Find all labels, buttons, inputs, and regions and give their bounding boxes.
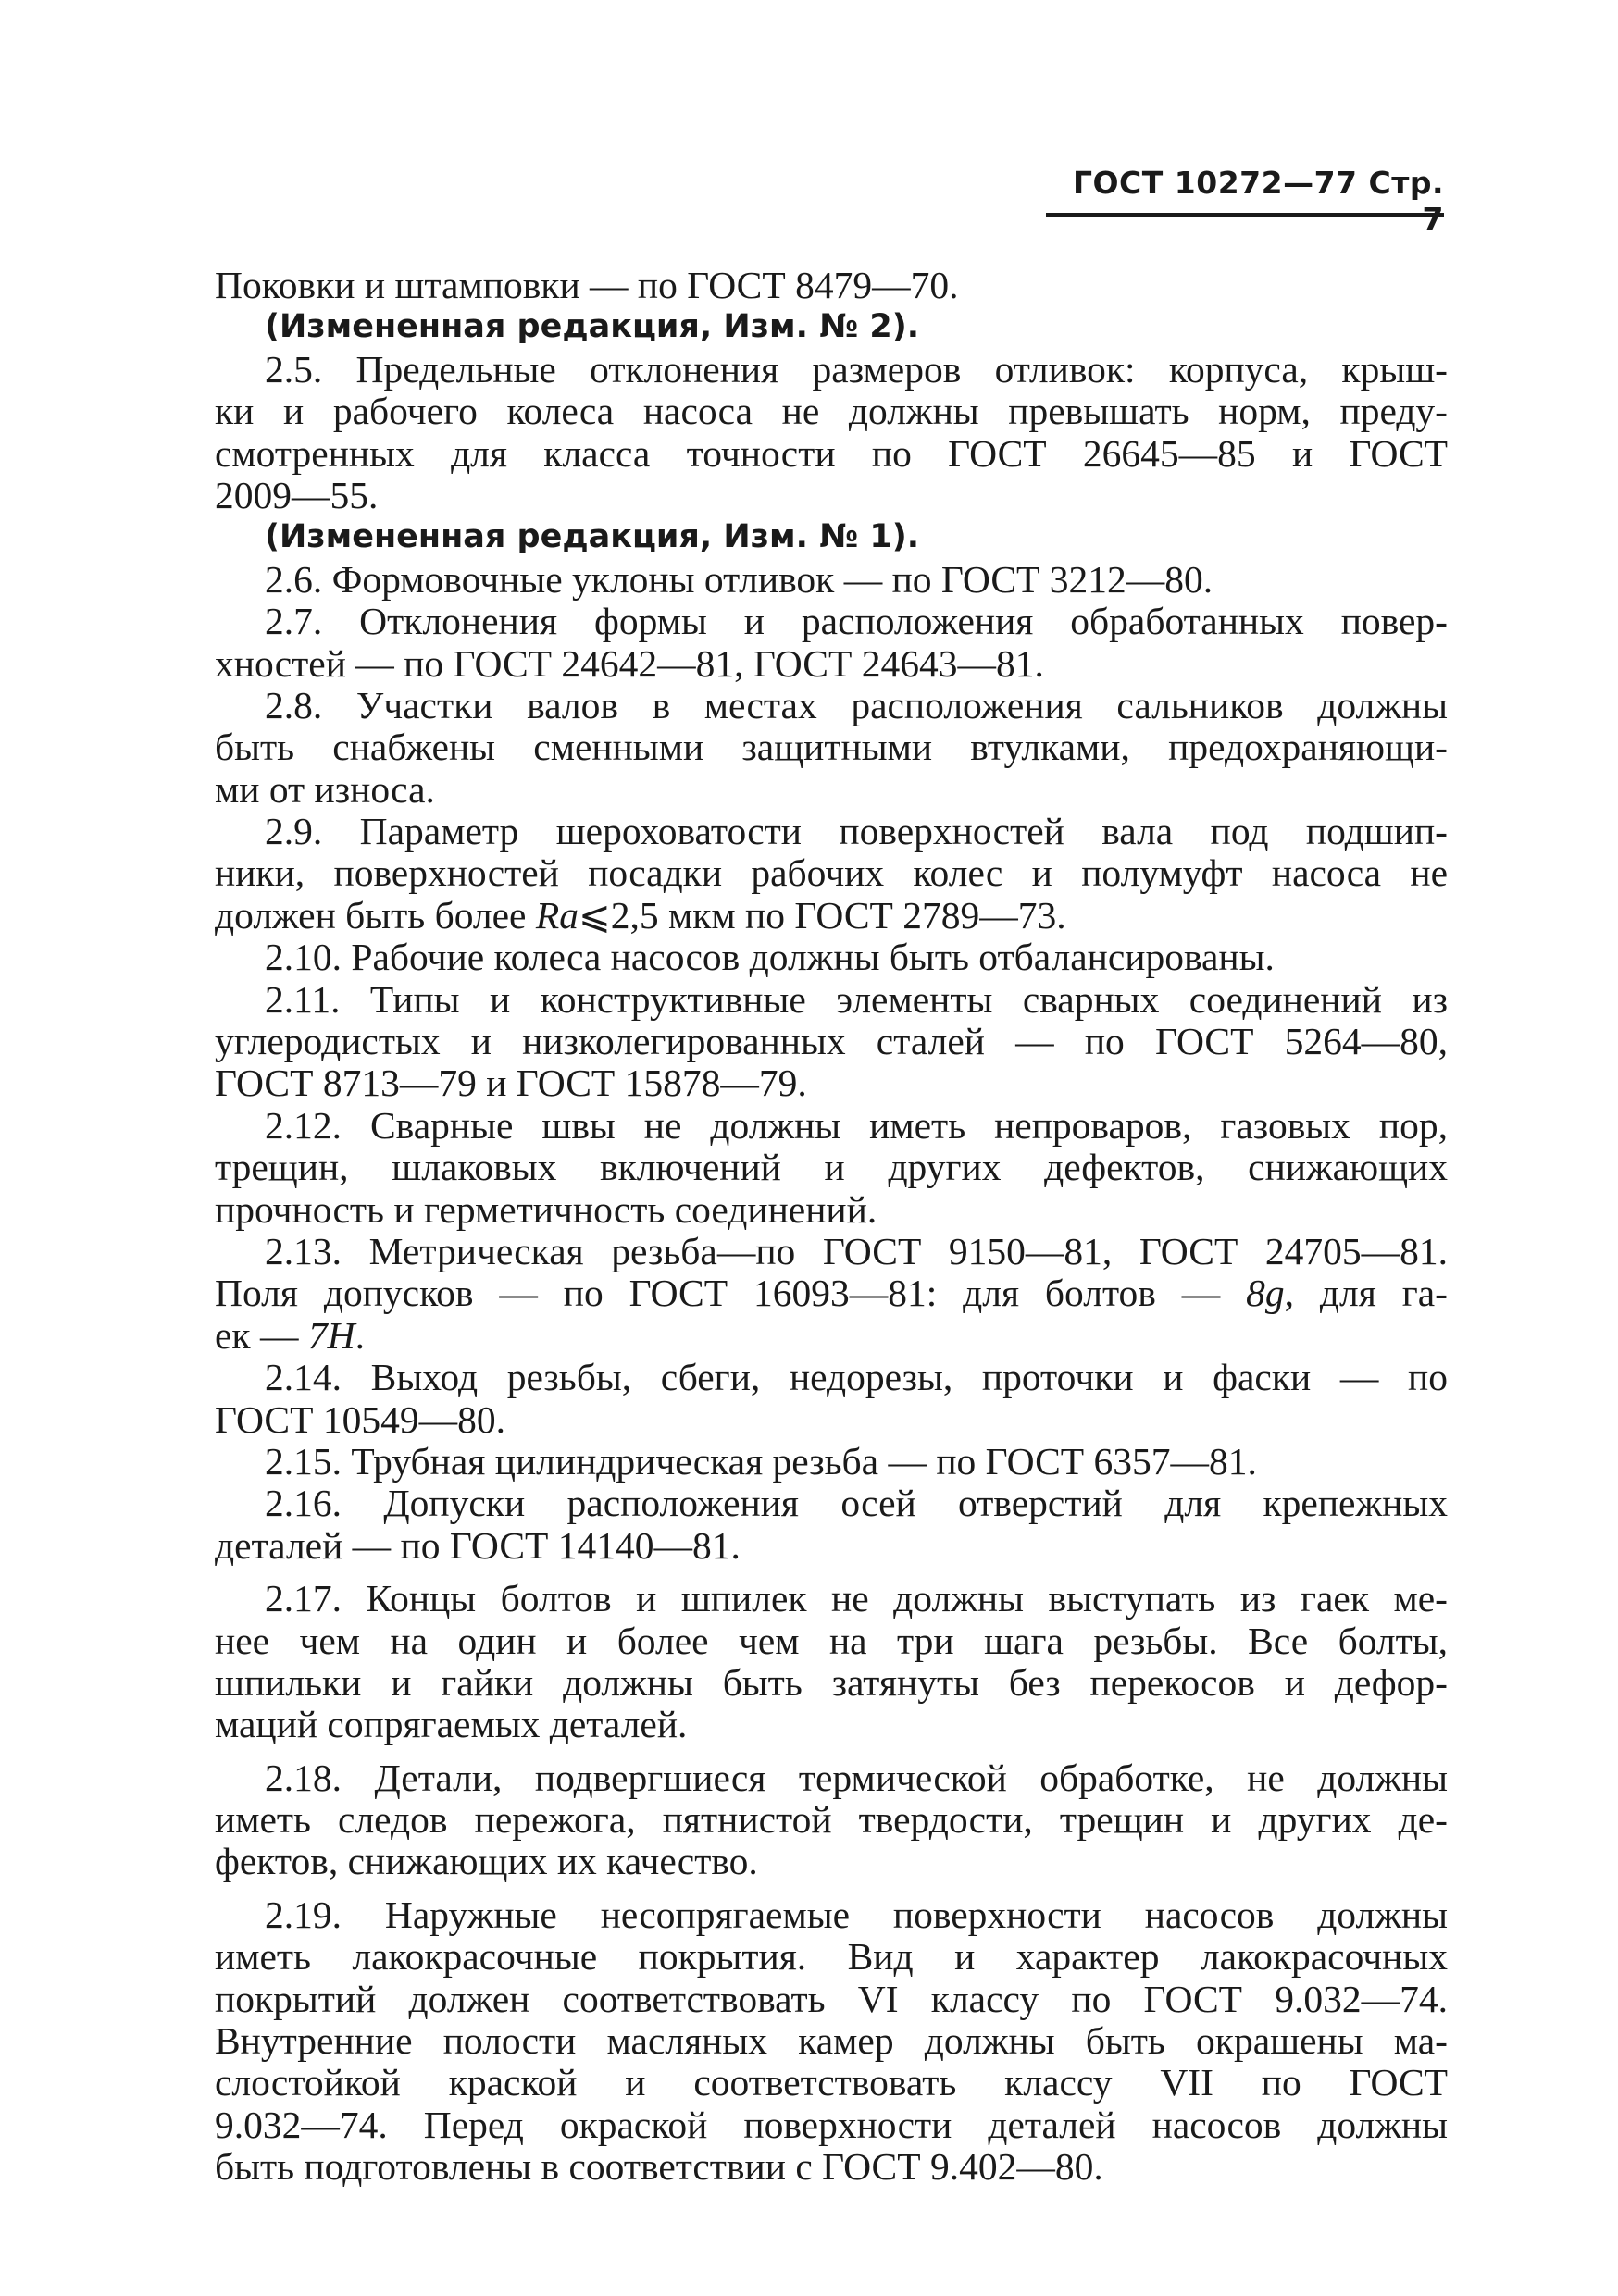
- text-line: 9.032—74. Перед окраской поверхности деталей насосов должны: [215, 2103, 1448, 2146]
- text-line: 2.14. Выход резьбы, сбеги, недорезы, проточки и фаски — по: [265, 1356, 1448, 1399]
- text-line: 2.9. Параметр шероховатости поверхностей вала под подшип-: [265, 810, 1448, 853]
- text-line: покрытий должен соответствовать VI классу по ГОСТ 9.032—74.: [215, 1977, 1448, 2020]
- text-line: 2.17. Концы болтов и шпилек не должны выступать из гаек ме-: [265, 1577, 1448, 1620]
- text-line: 2.7. Отклонения формы и расположения обработанных повер-: [265, 600, 1448, 643]
- text-line: прочность и герметичность соединений.: [215, 1187, 877, 1231]
- text-line: трещин, шлаковых включений и других дефектов, снижающих: [215, 1146, 1448, 1189]
- less-equal-symbol: ⩽: [578, 893, 611, 937]
- text-line-7h: [215, 1315, 1448, 1357]
- text-line-tolerances: [215, 1272, 1448, 1314]
- text-line: ки и рабочего колеса насоса не должны превышать норм, преду-: [215, 390, 1448, 433]
- text-line: шпильки и гайки должны быть затянуты без перекосов и дефор-: [215, 1660, 1448, 1704]
- amendment-note: (Измененная редакция, Изм. № 1).: [265, 518, 920, 556]
- text-fragment: .: [355, 1313, 365, 1357]
- text-line: слостойкой краской и соответствовать классу VII по ГОСТ: [215, 2061, 1448, 2104]
- text-line: 2.8. Участки валов в местах расположения сальников должны: [265, 683, 1448, 726]
- text-line: ники, поверхностей посадки рабочих колес и полумуфт насоса не: [215, 851, 1448, 895]
- paragraph-gap: [215, 1746, 1448, 1757]
- text-line: маций сопрягаемых деталей.: [215, 1703, 688, 1746]
- text-line: ми от износа.: [215, 767, 435, 811]
- text-line: углеродистых и низколегированных сталей — по ГОСТ 5264—80,: [215, 1020, 1448, 1063]
- tolerance-7h: 7H: [307, 1313, 355, 1357]
- text-line: 2.13. Метрическая резьба—по ГОСТ 9150—81, ГОСТ 24705—81.: [265, 1229, 1448, 1272]
- text-line: Внутренние полости масляных камер должны быть окрашены ма-: [215, 2019, 1448, 2063]
- text-line: 2.15. Трубная цилиндрическая резьба — по ГОСТ 6357—81.: [265, 1439, 1257, 1483]
- text-line: быть подготовлены в соответствии с ГОСТ 9.402—80.: [215, 2145, 1103, 2189]
- text-line: иметь лакокрасочные покрытия. Вид и характер лакокрасочных: [215, 1935, 1448, 1979]
- tolerance-8g: 8g: [1246, 1272, 1285, 1315]
- text-line: 2.18. Детали, подвергшиеся термической обработке, не должны: [265, 1756, 1448, 1799]
- text-line: иметь следов пережога, пятнистой твердости, трещин и других де-: [215, 1798, 1448, 1842]
- text-line: 2.19. Наружные несопрягаемые поверхности насосов должны: [265, 1893, 1448, 1936]
- text-line: 2.6. Формовочные уклоны отливок — по ГОСТ 3212—80.: [265, 557, 1214, 601]
- document-body: [215, 265, 1448, 2189]
- text-line: смотренных для класса точности по ГОСТ 26645—85 и ГОСТ: [215, 431, 1448, 475]
- text-line: 2.12. Сварные швы не должны иметь непроваров, газовых пор,: [265, 1103, 1448, 1147]
- text-fragment: Поля допусков — по ГОСТ 16093—81: для болтов —: [215, 1272, 1221, 1315]
- text-fragment: , для га-: [1284, 1272, 1448, 1315]
- text-line: 2009—55.: [215, 473, 379, 516]
- text-line: деталей — по ГОСТ 14140—81.: [215, 1523, 741, 1567]
- text-line: ГОСТ 8713—79 и ГОСТ 15878—79.: [215, 1061, 807, 1105]
- text-line: фектов, снижающих их качество.: [215, 1840, 758, 1883]
- roughness-symbol: Ra: [535, 893, 579, 937]
- text-line: Поковки и штамповки — по ГОСТ 8479—70.: [215, 264, 959, 306]
- text-line: 2.10. Рабочие колеса насосов должны быть отбалансированы.: [265, 936, 1275, 979]
- header-rule: [1046, 213, 1444, 217]
- text-line: быть снабжены сменными защитными втулками, предохраняющи-: [215, 726, 1448, 769]
- text-line: нее чем на один и более чем на три шага резьбы. Все болты,: [215, 1619, 1448, 1662]
- text-line: ГОСТ 10549—80.: [215, 1397, 505, 1441]
- amendment-note: (Измененная редакция, Изм. № 2).: [265, 308, 920, 346]
- text-fragment: 2,5 мкм по ГОСТ 2789—73.: [610, 893, 1066, 937]
- text-line-roughness: [215, 895, 1448, 937]
- text-line: 2.16. Допуски расположения осей отверстий для крепежных: [265, 1482, 1448, 1525]
- text-fragment: ек —: [215, 1313, 299, 1357]
- text-line: 2.11. Типы и конструктивные элементы сварных соединений из: [265, 977, 1448, 1021]
- page-header: ГОСТ 10272—77 Стр. 7: [1072, 165, 1444, 237]
- text-line: 2.5. Предельные отклонения размеров отливок: корпуса, крыш-: [265, 347, 1448, 391]
- text-fragment: должен быть более: [215, 893, 536, 937]
- text-line: хностей — по ГОСТ 24642—81, ГОСТ 24643—81.: [215, 641, 1044, 685]
